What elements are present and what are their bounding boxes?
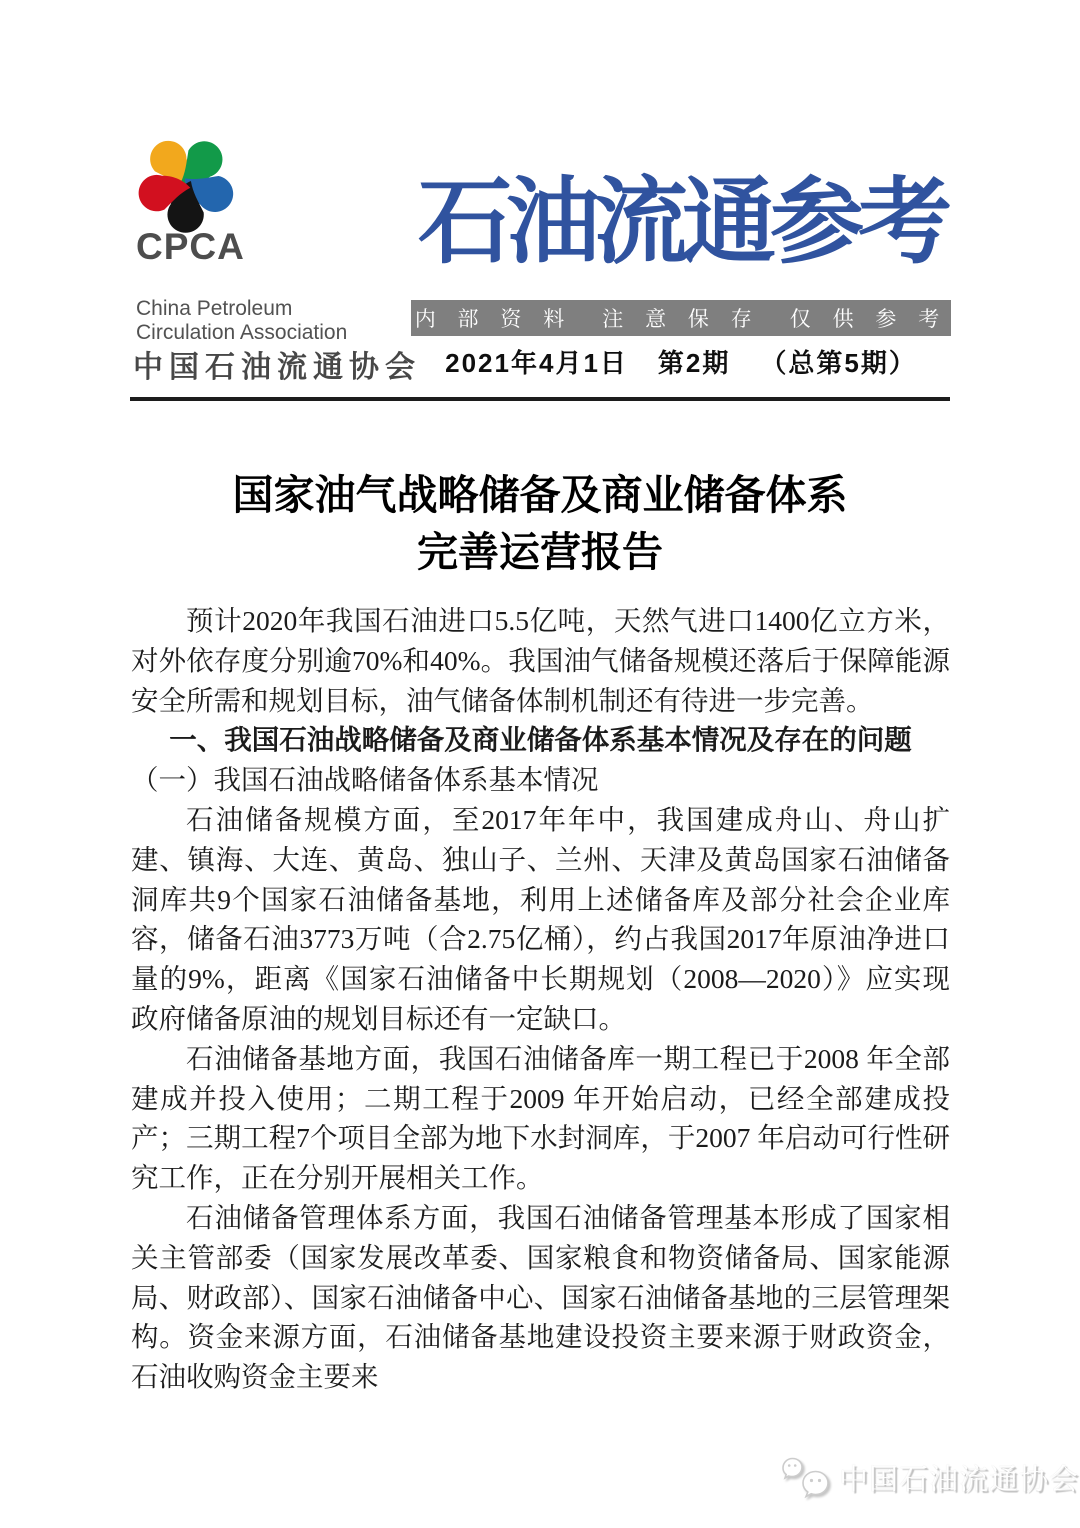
- notice-internal: 内 部 资 料: [414, 308, 573, 331]
- issue-number: 第2期: [657, 348, 731, 378]
- article-body: [131, 601, 950, 1397]
- org-name-english-line2: Circulation Association: [136, 321, 348, 344]
- logo-petals: [134, 134, 238, 233]
- section-1-subsection-1-heading: （一）我国石油战略储备体系基本情况: [131, 764, 599, 796]
- issue-line: [411, 343, 951, 380]
- issue-total: （总第5期）: [760, 348, 917, 378]
- notice-reference: 仅 供 参 考: [789, 308, 948, 331]
- article-title: [0, 467, 1080, 581]
- logo-acronym: CPCA: [136, 226, 245, 267]
- notice-keep: 注 意 保 存: [602, 308, 760, 331]
- article-title-line2: 完善运营报告: [417, 529, 663, 575]
- org-name-english-line1: China Petroleum: [136, 297, 293, 320]
- paragraph-management-system: 石油储备管理体系方面，我国石油储备管理基本形成了国家相关主管部委（国家发展改革委、国家粮食和物资储备局、国家能源局、财政部）、国家石油储备中心、国家石油储备基地的三层管理架构。资金来源方面，石油储备基地建设投资主要来源于财政资金，石油收购资金主要来: [131, 1201, 950, 1393]
- issue-date: 2021年4月1日: [445, 348, 628, 378]
- cpca-logo-icon: [128, 128, 244, 240]
- org-name-english: [136, 297, 347, 345]
- paragraph-reserve-scale: 石油储备规模方面，至2017年年中，我国建成舟山、舟山扩建、镇海、大连、黄岛、独山子、兰州、天津及黄岛国家石油储备洞库共9个国家石油储备基地，利用上述储备库及部分社会企业库容，储备石油3773万吨（合2.75亿桶），约占我国2017年原油净进口量的9%，距离《国家石油储备中长期规划（2008—2020）》应实现政府储备原油的规划目标还有一定缺口。: [131, 803, 950, 1034]
- watermark-text: 中国石油流通协会: [839, 1463, 1080, 1496]
- section-1-heading: 一、我国石油战略储备及商业储备体系基本情况及存在的问题: [169, 724, 912, 756]
- notice-bar: [411, 300, 951, 336]
- publication-title: 石油流通参考: [418, 169, 947, 274]
- org-name-chinese: 中国石油流通协会: [133, 351, 421, 384]
- masthead-divider: [130, 397, 950, 401]
- wechat-icon: [781, 1455, 831, 1499]
- paragraph-reserve-bases: 石油储备基地方面，我国石油储备库一期工程已于2008 年全部建成并投入使用；二期工程于2009 年开始启动，已经全部建成投产；三期工程7个项目全部为地下水封洞库，于2007 年启动可行性研究工作，正在分别开展相关工作。: [131, 1042, 950, 1194]
- intro-paragraph: 预计2020年我国石油进口5.5亿吨，天然气进口1400亿立方米，对外依存度分别逾70%和40%。我国油气储备规模还落后于保障能源安全所需和规划目标，油气储备体制机制还有待进一步完善。: [131, 605, 950, 716]
- article-title-line1: 国家油气战略储备及商业储备体系: [232, 472, 848, 518]
- wechat-watermark: [781, 1455, 1079, 1499]
